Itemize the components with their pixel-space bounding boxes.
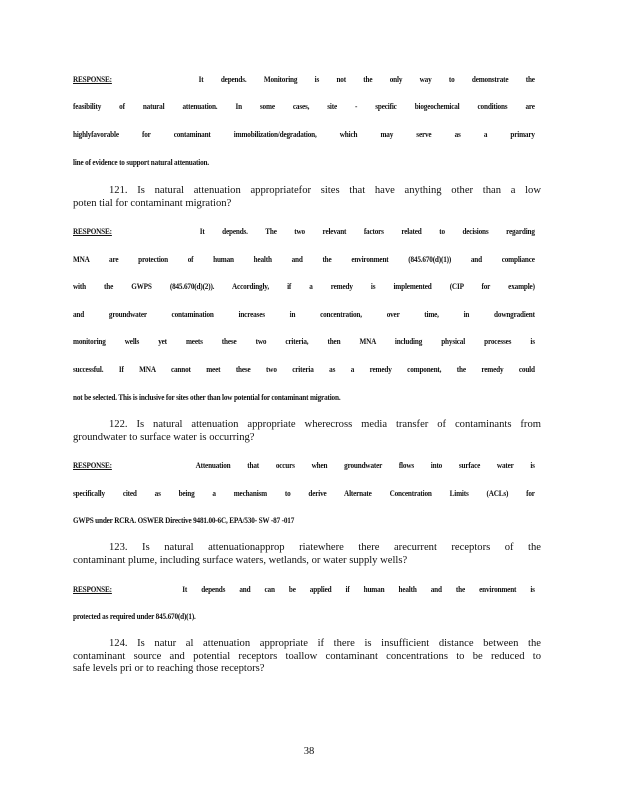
page-number: 38 — [303, 746, 315, 757]
question-121: 121. Is natural attenuation appropriatefor sites that have anything other than a low poten tial for contaminant migration? — [73, 185, 541, 209]
response-line: protected as required under 845.670(d)(1). — [73, 612, 196, 621]
response-label: RESPONSE: — [73, 227, 112, 236]
response-label: RESPONSE: — [73, 75, 112, 84]
response-line: line of evidence to support natural attenuation. — [73, 158, 210, 167]
response-line: RESPONSE: It depends and can be applied if human health and the environment is — [73, 585, 535, 594]
response-line: RESPONSE: It depends. Monitoring is not the only way to demonstrate the — [73, 75, 535, 84]
question-124: 124. Is natur al attenuation appropriate if there is insufficient distance between the contaminant source and potential receptors toallow contaminant concentrations to be reduced to safe levels pri or to reaching those receptors? — [73, 638, 541, 674]
response-line: successful. If MNA cannot meet these two criteria as a remedy component, the remedy could — [73, 365, 535, 374]
response-line: and groundwater contamination increases in concentration, over time, in downgradient — [73, 310, 535, 319]
response-line: specifically cited as being a mechanism to derive Alternate Concentration Limits (ACLs) for — [73, 489, 535, 498]
response-line: highlyfavorable for contaminant immobilization/degradation, which may serve as a primary — [73, 130, 535, 139]
response-line: GWPS under RCRA. OSWER Directive 9481.00-6C, EPA/530- SW -87 -017 — [73, 516, 295, 525]
response-line: RESPONSE: It depends. The two relevant factors related to decisions regarding — [73, 227, 535, 236]
response-label: RESPONSE: — [73, 461, 112, 470]
response-line: MNA are protection of human health and the environment (845.670(d)(1)) and compliance — [73, 255, 535, 264]
response-line: feasibility of natural attenuation. In some cases, site - specific biogeochemical conditions are — [73, 102, 535, 111]
question-123: 123. Is natural attenuationapprop riatewhere there arecurrent receptors of the contaminant plume, including surface waters, wetlands, or water supply wells? — [73, 542, 541, 566]
response-line: not be selected. This is inclusive for sites other than low potential for contaminant migration. — [73, 393, 341, 402]
question-122: 122. Is natural attenuation appropriate wherecross media transfer of contaminants from groundwater to surface water is occurring? — [73, 419, 541, 443]
response-line: with the GWPS (845.670(d)(2)). Accordingly, if a remedy is implemented (CIP for example) — [73, 282, 535, 291]
response-line: monitoring wells yet meets these two criteria, then MNA including physical processes is — [73, 337, 535, 346]
response-label: RESPONSE: — [73, 585, 112, 594]
response-line: RESPONSE: Attenuation that occurs when groundwater flows into surface water is — [73, 461, 535, 470]
